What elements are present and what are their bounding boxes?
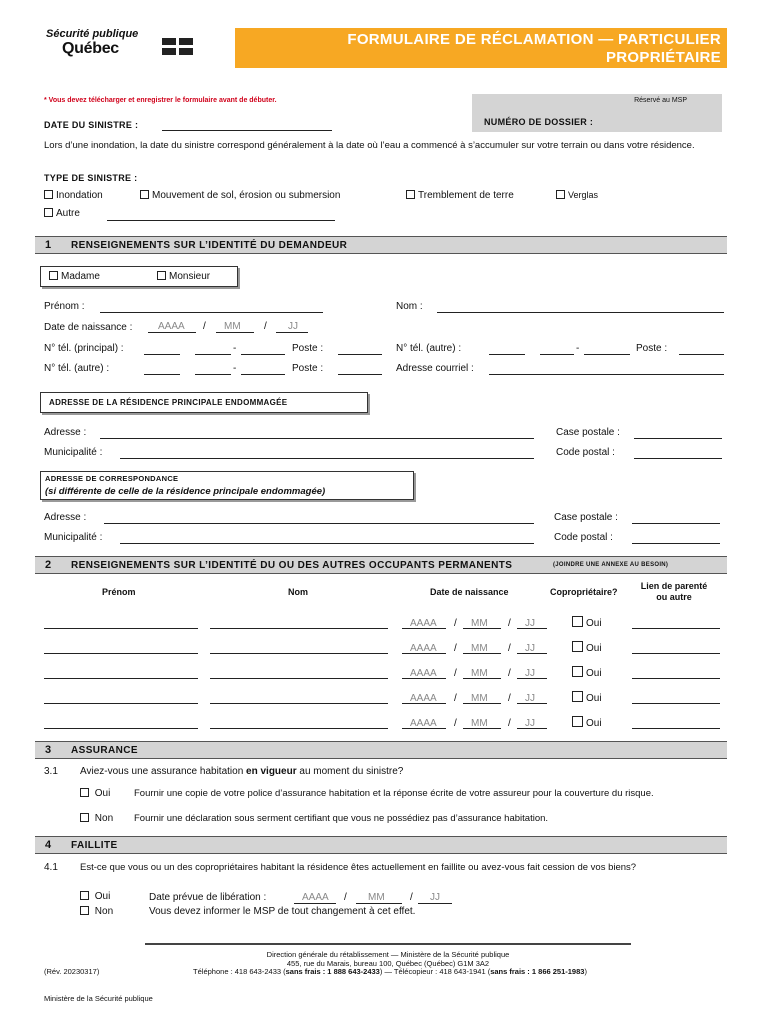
correspondance-title: ADRESSE DE CORRESPONDANCE bbox=[45, 474, 179, 483]
download-notice: * Vous devez télécharger et enregistrer le formulaire avant de débuter. bbox=[44, 97, 277, 104]
dob-dd-line bbox=[276, 332, 308, 333]
municipalite-label: Municipalité : bbox=[44, 532, 103, 543]
poste-label: Poste : bbox=[636, 343, 668, 354]
col-copro: Copropriétaire? bbox=[550, 587, 618, 597]
option-verglas[interactable]: Verglas bbox=[556, 190, 598, 200]
residence-box-title: ADRESSE DE LA RÉSIDENCE PRINCIPALE ENDOMMAGÉE bbox=[49, 398, 288, 407]
occupant-prenom-field[interactable] bbox=[44, 678, 198, 679]
occupant-mm-line bbox=[463, 678, 501, 679]
autre-field[interactable] bbox=[107, 220, 335, 221]
occupant-lien-field[interactable] bbox=[632, 728, 720, 729]
logo-line1: Sécurité publique bbox=[46, 28, 139, 40]
code-postal-label: Code postal : bbox=[554, 532, 613, 543]
occupant-slash: / bbox=[454, 718, 457, 729]
occupant-prenom-field[interactable] bbox=[44, 728, 198, 729]
adresse-field[interactable] bbox=[100, 438, 534, 439]
option-monsieur[interactable]: Monsieur bbox=[157, 271, 210, 282]
lib-slash: / bbox=[344, 892, 347, 903]
occupant-dd-line bbox=[517, 628, 547, 629]
occupant-mm-line bbox=[463, 628, 501, 629]
checkbox[interactable] bbox=[157, 271, 166, 280]
occupant-mm-line bbox=[463, 728, 501, 729]
checkbox[interactable] bbox=[80, 891, 89, 900]
occupant-prenom-field[interactable] bbox=[44, 628, 198, 629]
occupant-nom-field[interactable] bbox=[210, 653, 388, 654]
occupant-copro-oui[interactable]: Oui bbox=[572, 691, 602, 704]
occupant-slash: / bbox=[508, 643, 511, 654]
occupant-dd-line bbox=[517, 703, 547, 704]
code-postal-field[interactable] bbox=[634, 458, 722, 459]
occupant-slash: / bbox=[508, 718, 511, 729]
faillite-oui[interactable]: Oui bbox=[80, 891, 110, 902]
occupant-dd-line bbox=[517, 653, 547, 654]
occupant-copro-oui[interactable]: Oui bbox=[572, 666, 602, 679]
occupant-slash: / bbox=[508, 668, 511, 679]
faillite-non-text: Vous devez informer le MSP de tout changement à cet effet. bbox=[149, 906, 416, 917]
revision: (Rév. 20230317) bbox=[44, 967, 100, 976]
corresp-case-postale-field[interactable] bbox=[632, 523, 720, 524]
occupant-lien-field[interactable] bbox=[632, 653, 720, 654]
option-autre[interactable]: Autre bbox=[44, 208, 80, 219]
occupant-mm[interactable]: MM bbox=[471, 668, 488, 679]
checkbox[interactable] bbox=[406, 190, 415, 199]
tel-autre-number[interactable] bbox=[584, 354, 630, 355]
footer-phones: Téléphone : 418 643-2433 (sans frais : 1 888 643-2433) — Télécopieur : 418 643-1941 (sans frais : 1 866 251-1983) bbox=[193, 967, 587, 976]
section1-bar bbox=[35, 236, 727, 254]
checkbox[interactable] bbox=[44, 190, 53, 199]
assurance-non[interactable]: Non bbox=[80, 813, 113, 824]
section4-bar bbox=[35, 836, 727, 854]
occupant-yyyy[interactable]: AAAA bbox=[410, 618, 437, 629]
dob-yyyy-line bbox=[148, 332, 196, 333]
occupant-nom-field[interactable] bbox=[210, 703, 388, 704]
option-inondation[interactable]: Inondation bbox=[44, 190, 103, 201]
checkbox[interactable] bbox=[44, 208, 53, 217]
code-postal-label: Code postal : bbox=[556, 447, 615, 458]
section2-bar bbox=[35, 556, 727, 574]
dob-slash: / bbox=[203, 321, 206, 332]
tel-autre-label: N° tél. (autre) : bbox=[44, 363, 110, 374]
poste-field[interactable] bbox=[338, 374, 382, 375]
occupant-yyyy[interactable]: AAAA bbox=[410, 668, 437, 679]
option-mouvement-sol[interactable]: Mouvement de sol, érosion ou submersion bbox=[140, 190, 340, 201]
q31-text: Aviez-vous une assurance habitation en vigueur au moment du sinistre? bbox=[80, 766, 404, 777]
checkbox[interactable] bbox=[80, 813, 89, 822]
occupant-copro-oui[interactable]: Oui bbox=[572, 641, 602, 654]
occupant-prenom-field[interactable] bbox=[44, 653, 198, 654]
occupant-nom-field[interactable] bbox=[210, 728, 388, 729]
case-postale-field[interactable] bbox=[634, 438, 722, 439]
tel-dash: - bbox=[576, 343, 580, 354]
option-madame[interactable]: Madame bbox=[49, 271, 100, 282]
occupant-dd[interactable]: JJ bbox=[525, 618, 535, 629]
adresse-label: Adresse : bbox=[44, 427, 87, 438]
lib-dd[interactable]: JJ bbox=[430, 892, 440, 903]
corresp-municipalite-field[interactable] bbox=[120, 543, 534, 544]
col-prenom: Prénom bbox=[102, 587, 136, 597]
corresp-code-postal-field[interactable] bbox=[632, 543, 720, 544]
adresse-label: Adresse : bbox=[44, 512, 87, 523]
civility-box bbox=[40, 266, 238, 287]
dob-label: Date de naissance : bbox=[44, 322, 133, 333]
occupant-dd-line bbox=[517, 678, 547, 679]
occupant-slash: / bbox=[454, 618, 457, 629]
occupant-yyyy-line bbox=[402, 678, 446, 679]
nom-label: Nom : bbox=[396, 301, 423, 312]
occupant-yyyy-line bbox=[402, 728, 446, 729]
title-banner bbox=[235, 28, 727, 68]
checkbox[interactable] bbox=[572, 716, 583, 727]
q31-num: 3.1 bbox=[44, 766, 58, 777]
date-sinistre-field[interactable] bbox=[162, 130, 332, 131]
occupant-yyyy[interactable]: AAAA bbox=[410, 693, 437, 704]
assurance-oui-text: Fournir une copie de votre police d’assurance habitation et la réponse écrite de votre assureur pour la couverture du risque. bbox=[134, 788, 654, 799]
type-sinistre-label: TYPE DE SINISTRE : bbox=[44, 173, 138, 183]
courriel-field[interactable] bbox=[489, 374, 724, 375]
courriel-label: Adresse courriel : bbox=[396, 363, 474, 374]
section2-num: 2 bbox=[45, 559, 52, 571]
occupant-dd[interactable]: JJ bbox=[525, 693, 535, 704]
checkbox[interactable] bbox=[80, 788, 89, 797]
checkbox[interactable] bbox=[572, 616, 583, 627]
occupant-mm-line bbox=[463, 703, 501, 704]
footer-line1: Direction générale du rétablissement — Ministère de la Sécurité publique bbox=[266, 950, 510, 959]
logo bbox=[44, 28, 204, 60]
residence-box bbox=[40, 392, 368, 413]
occupant-slash: / bbox=[508, 618, 511, 629]
occupant-dd-line bbox=[517, 728, 547, 729]
col-lien: Lien de parenté ou autre bbox=[640, 581, 708, 602]
lib-slash: / bbox=[410, 892, 413, 903]
tel-dash: - bbox=[233, 343, 237, 354]
option-tremblement[interactable]: Tremblement de terre bbox=[406, 190, 514, 201]
poste-field[interactable] bbox=[338, 354, 382, 355]
assurance-oui[interactable]: Oui bbox=[80, 788, 110, 799]
tel-autre-area[interactable] bbox=[489, 354, 525, 355]
correspondance-box bbox=[40, 471, 414, 500]
poste-field[interactable] bbox=[679, 354, 724, 355]
dob-slash: / bbox=[264, 321, 267, 332]
dob-mm[interactable]: MM bbox=[224, 321, 241, 332]
section3-bar bbox=[35, 741, 727, 759]
occupant-yyyy-line bbox=[402, 628, 446, 629]
nom-field[interactable] bbox=[437, 312, 724, 313]
tel-autre-prefix[interactable] bbox=[540, 354, 574, 355]
municipalite-field[interactable] bbox=[120, 458, 534, 459]
section1-num: 1 bbox=[45, 239, 52, 251]
col-nom: Nom bbox=[288, 587, 308, 597]
occupant-mm[interactable]: MM bbox=[471, 718, 488, 729]
occupant-slash: / bbox=[454, 693, 457, 704]
dob-dd[interactable]: JJ bbox=[288, 321, 298, 332]
occupant-yyyy-line bbox=[402, 653, 446, 654]
title-line1: FORMULAIRE DE RÉCLAMATION — PARTICULIER bbox=[347, 31, 721, 48]
checkbox[interactable] bbox=[140, 190, 149, 199]
occupant-slash: / bbox=[508, 693, 511, 704]
occupant-slash: / bbox=[454, 668, 457, 679]
fleur-de-lis-flag-icon bbox=[162, 38, 194, 56]
occupant-lien-field[interactable] bbox=[632, 678, 720, 679]
checkbox[interactable] bbox=[572, 691, 583, 702]
checkbox[interactable] bbox=[80, 906, 89, 915]
checkbox[interactable] bbox=[572, 641, 583, 652]
poste-label: Poste : bbox=[292, 363, 324, 374]
tel-autre-label: N° tél. (autre) : bbox=[396, 343, 462, 354]
occupant-dd[interactable]: JJ bbox=[525, 668, 535, 679]
tel-dash: - bbox=[233, 363, 237, 374]
col-date: Date de naissance bbox=[430, 587, 509, 597]
municipalite-label: Municipalité : bbox=[44, 447, 103, 458]
date-sinistre-label: DATE DU SINISTRE : bbox=[44, 120, 139, 130]
q41-text: Est-ce que vous ou un des copropriétaires habitant la résidence êtes actuellement en faillite ou avez-vous fait cession de vos biens? bbox=[80, 862, 637, 873]
checkbox[interactable] bbox=[556, 190, 565, 199]
occupant-yyyy[interactable]: AAAA bbox=[410, 718, 437, 729]
occupant-copro-oui[interactable]: Oui bbox=[572, 716, 602, 729]
occupant-mm-line bbox=[463, 653, 501, 654]
tel-principal-prefix[interactable] bbox=[195, 354, 231, 355]
lib-yyyy-line bbox=[294, 903, 336, 904]
section4-title: FAILLITE bbox=[71, 840, 118, 851]
checkbox[interactable] bbox=[572, 666, 583, 677]
occupant-nom-field[interactable] bbox=[210, 678, 388, 679]
footer-rule bbox=[145, 943, 631, 945]
tel-principal-area[interactable] bbox=[144, 354, 180, 355]
liberation-label: Date prévue de libération : bbox=[149, 892, 267, 903]
section1-title: RENSEIGNEMENTS SUR L’IDENTITÉ DU DEMANDEUR bbox=[71, 240, 348, 251]
occupant-copro-oui[interactable]: Oui bbox=[572, 616, 602, 629]
assurance-non-text: Fournir une déclaration sous serment certifiant que vous ne possédiez pas d’assurance habitation. bbox=[134, 813, 549, 824]
occupant-lien-field[interactable] bbox=[632, 628, 720, 629]
occupant-mm[interactable]: MM bbox=[471, 693, 488, 704]
prenom-label: Prénom : bbox=[44, 301, 85, 312]
msp-reserved: Réservé au MSP bbox=[634, 97, 687, 104]
tel-principal-number[interactable] bbox=[241, 354, 285, 355]
tel-autre2-area[interactable] bbox=[144, 374, 180, 375]
checkbox[interactable] bbox=[49, 271, 58, 280]
tel-principal-label: N° tél. (principal) : bbox=[44, 343, 124, 354]
dob-yyyy[interactable]: AAAA bbox=[158, 321, 185, 332]
occupant-dd[interactable]: JJ bbox=[525, 643, 535, 654]
lib-dd-line bbox=[418, 903, 452, 904]
dossier-label: NUMÉRO DE DOSSIER : bbox=[484, 117, 594, 127]
ministry: Ministère de la Sécurité publique bbox=[44, 994, 153, 1003]
dob-mm-line bbox=[216, 332, 254, 333]
section2-title: RENSEIGNEMENTS SUR L’IDENTITÉ DU OU DES AUTRES OCCUPANTS PERMANENTS bbox=[71, 560, 513, 571]
faillite-non[interactable]: Non bbox=[80, 906, 113, 917]
poste-label: Poste : bbox=[292, 343, 324, 354]
section4-num: 4 bbox=[45, 839, 52, 851]
case-postale-label: Case postale : bbox=[556, 427, 620, 438]
logo-line2: Québec bbox=[62, 40, 119, 57]
tel-autre2-number[interactable] bbox=[241, 374, 285, 375]
msp-box bbox=[472, 94, 722, 132]
section2-note: (JOINDRE UNE ANNEXE AU BESOIN) bbox=[553, 562, 669, 568]
prenom-field[interactable] bbox=[100, 312, 323, 313]
occupant-prenom-field[interactable] bbox=[44, 703, 198, 704]
intro-text: Lors d’une inondation, la date du sinistre correspond généralement à la date où l’eau a commencé à s’accumuler sur votre terrain ou dans votre résidence. bbox=[44, 140, 695, 151]
section3-title: ASSURANCE bbox=[71, 745, 138, 756]
lib-yyyy[interactable]: AAAA bbox=[302, 892, 329, 903]
footer-line2: 455, rue du Marais, bureau 100, Québec (Québec) G1M 3A2 bbox=[286, 959, 490, 968]
occupant-slash: / bbox=[454, 643, 457, 654]
case-postale-label: Case postale : bbox=[554, 512, 618, 523]
section3-num: 3 bbox=[45, 744, 52, 756]
lib-mm-line bbox=[356, 903, 402, 904]
occupant-yyyy[interactable]: AAAA bbox=[410, 643, 437, 654]
title-line2: PROPRIÉTAIRE bbox=[605, 49, 721, 66]
occupant-mm[interactable]: MM bbox=[471, 618, 488, 629]
occupant-dd[interactable]: JJ bbox=[525, 718, 535, 729]
occupant-nom-field[interactable] bbox=[210, 628, 388, 629]
correspondance-subtitle: (si différente de celle de la résidence principale endommagée) bbox=[45, 486, 326, 497]
occupant-yyyy-line bbox=[402, 703, 446, 704]
corresp-adresse-field[interactable] bbox=[104, 523, 534, 524]
occupant-lien-field[interactable] bbox=[632, 703, 720, 704]
occupant-mm[interactable]: MM bbox=[471, 643, 488, 654]
lib-mm[interactable]: MM bbox=[368, 892, 385, 903]
q41-num: 4.1 bbox=[44, 862, 58, 873]
tel-autre2-prefix[interactable] bbox=[195, 374, 231, 375]
